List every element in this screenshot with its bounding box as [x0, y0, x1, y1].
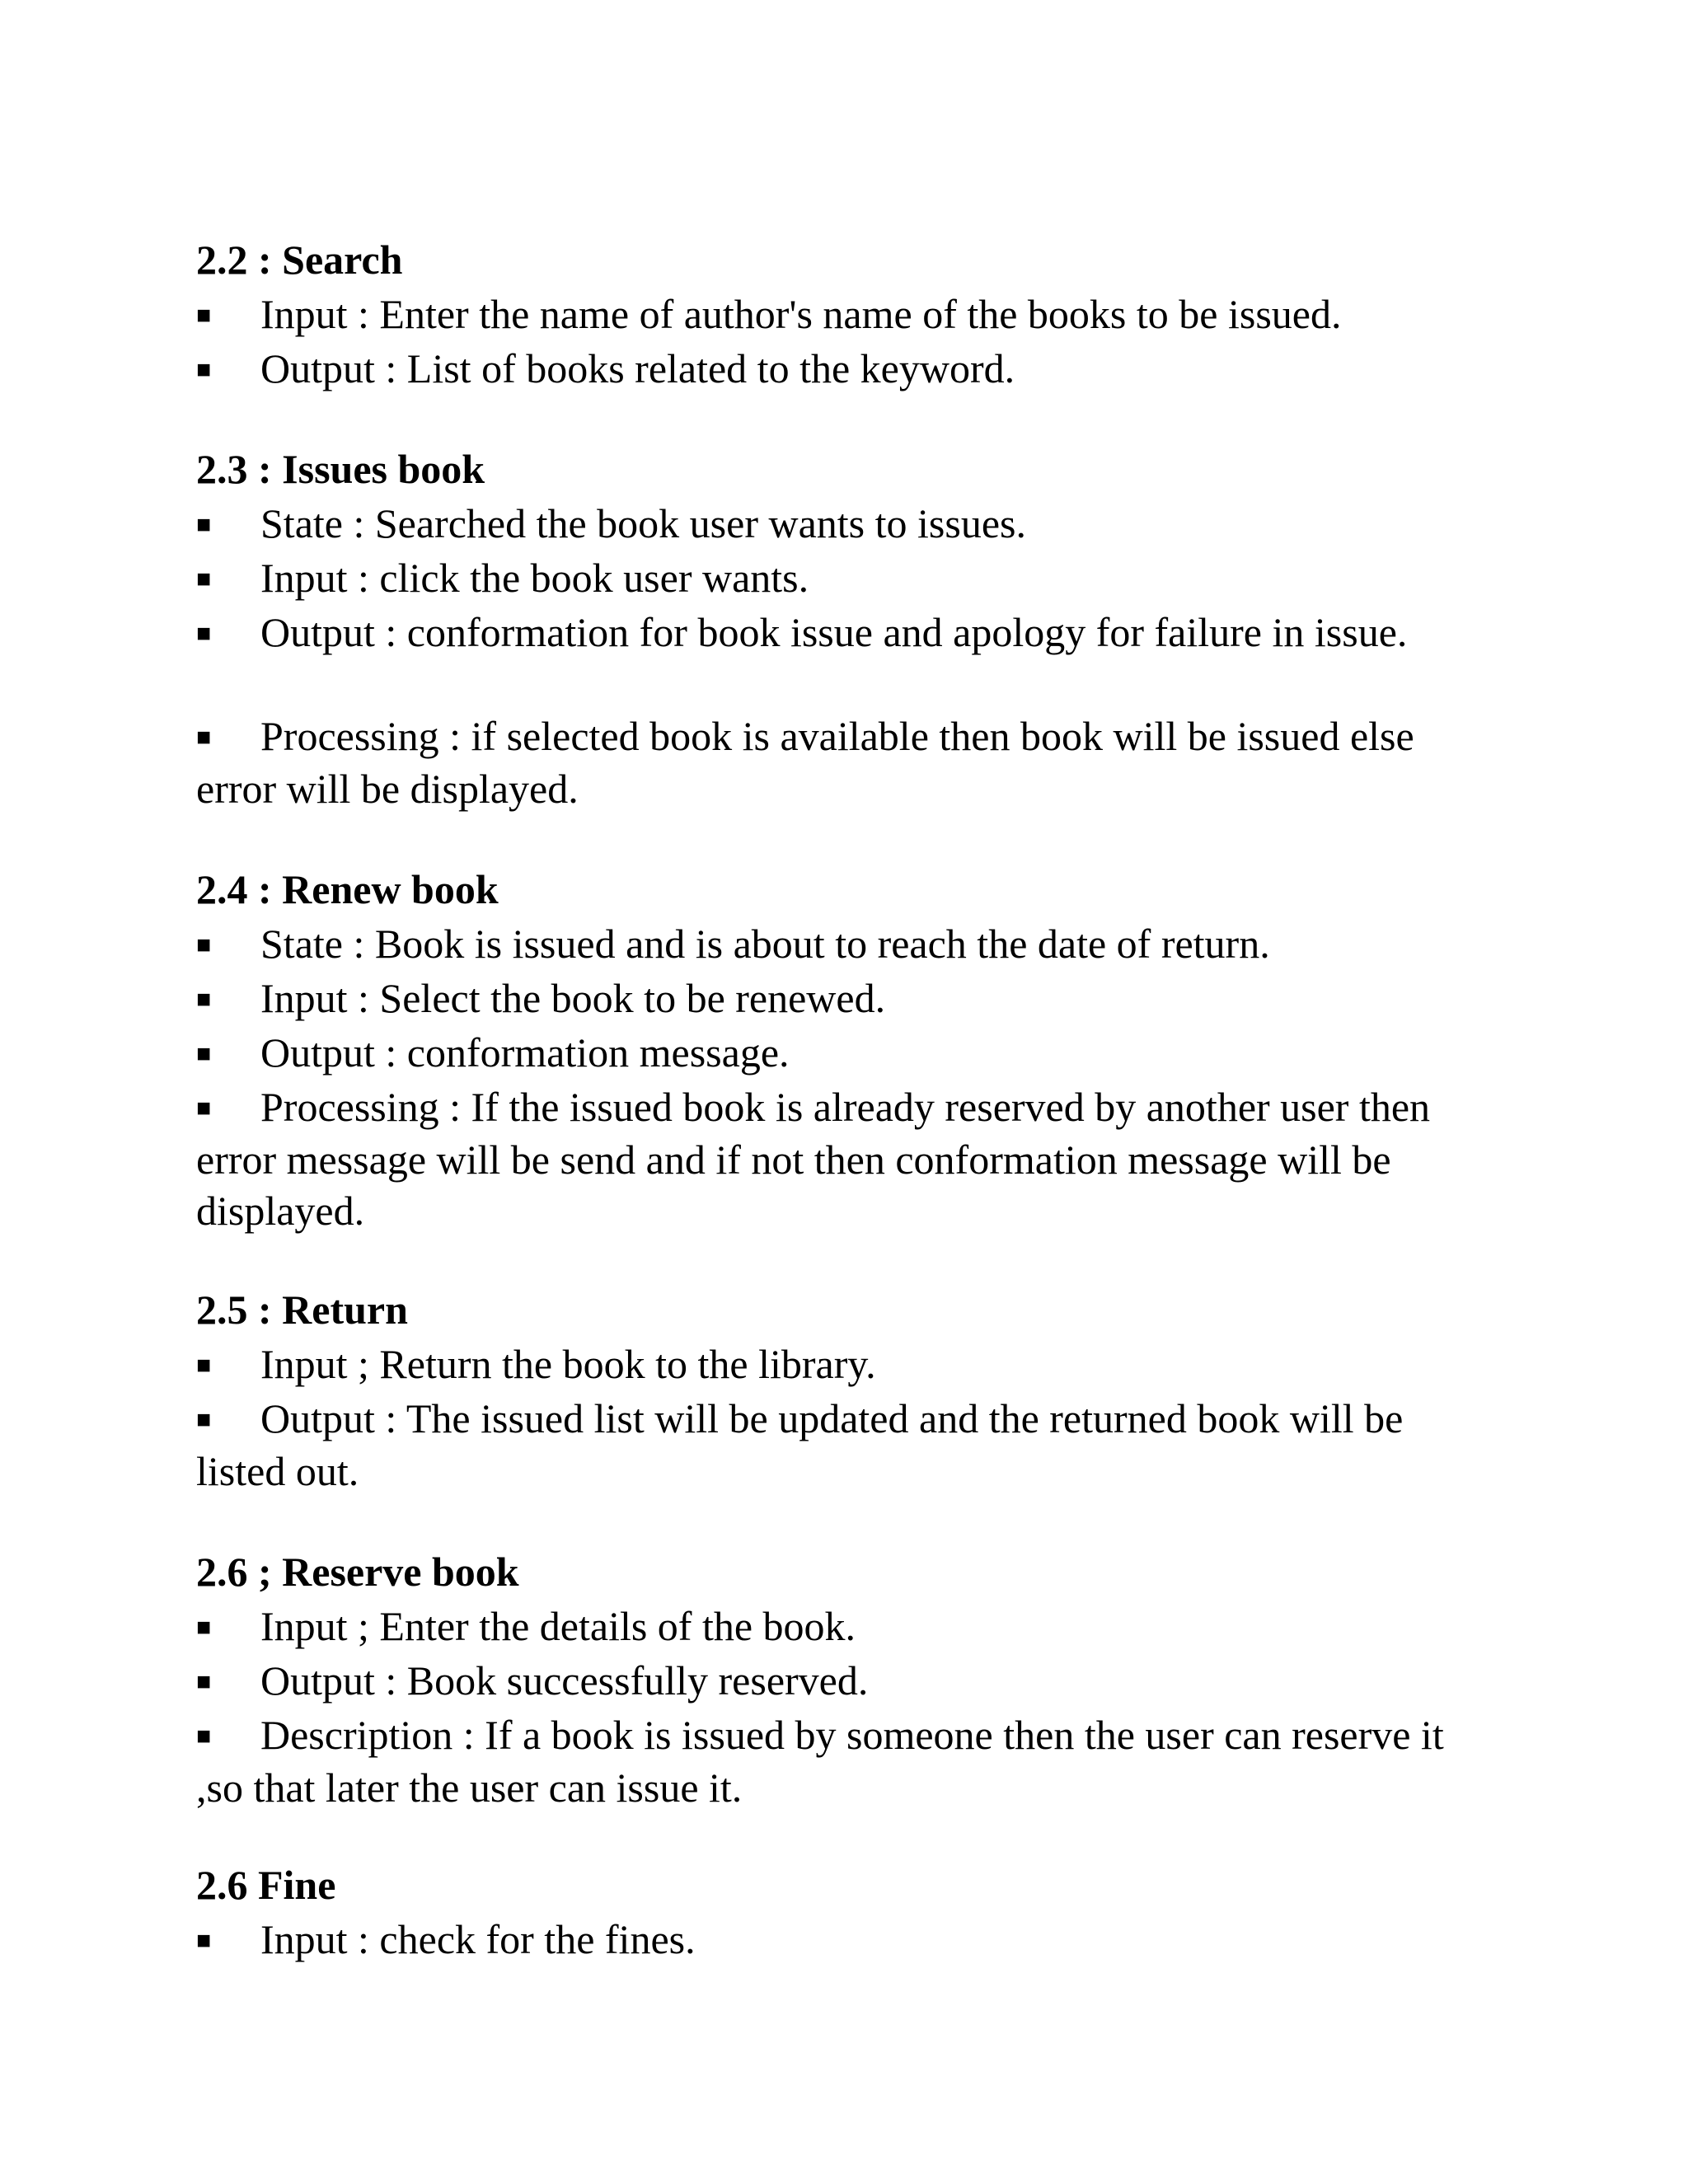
list-item-text: Processing : If the issued book is already reserved by another user then error message will be send and if not then conformation message will be displayed. — [196, 1084, 1431, 1234]
bullet-icon: ■ — [196, 986, 212, 1013]
list-item-text: Output : conformation message. — [260, 1029, 790, 1076]
section-heading-fine: 2.6 Fine — [196, 1862, 336, 1908]
bullet-icon: ■ — [196, 724, 212, 751]
bullet-icon: ■ — [196, 1722, 212, 1750]
list-item — [196, 1081, 1482, 1236]
bullet-icon: ■ — [196, 931, 212, 958]
list-item — [196, 1655, 1482, 1708]
list-item-text: Output : conformation for book issue and apology for failure in issue. — [260, 609, 1408, 655]
list-item — [196, 1027, 1482, 1080]
list-item — [196, 1601, 1482, 1653]
section-heading-renew-book: 2.4 : Renew book — [196, 866, 499, 912]
list-item — [196, 343, 1482, 396]
list-item-text: Description : If a book is issued by someone then the user can reserve it ,so that later the user can issue it. — [196, 1712, 1444, 1811]
list-item-text: Input ; Enter the details of the book. — [260, 1603, 856, 1649]
bullet-icon: ■ — [196, 1614, 212, 1641]
bullet-icon: ■ — [196, 1668, 212, 1695]
list-item-text: Output : The issued list will be updated and the returned book will be listed out. — [196, 1395, 1404, 1494]
list-item — [196, 918, 1482, 971]
bullet-icon: ■ — [196, 620, 212, 647]
list-item-text: Input ; Return the book to the library. — [260, 1341, 876, 1387]
list-item — [196, 972, 1482, 1025]
list-item — [196, 1338, 1482, 1391]
bullet-icon: ■ — [196, 1406, 212, 1433]
list-item — [196, 1914, 1482, 1966]
list-item-text: Input : Enter the name of author's name of the books to be issued. — [260, 291, 1342, 337]
list-item — [196, 288, 1482, 341]
section-heading-issues-book: 2.3 : Issues book — [196, 446, 485, 492]
list-item — [196, 1709, 1482, 1813]
list-item — [196, 607, 1482, 659]
bullet-icon: ■ — [196, 1927, 212, 1954]
list-item — [196, 710, 1482, 814]
list-item-text: Processing : if selected book is available then book will be issued else error will be displayed. — [196, 713, 1414, 812]
list-item-text: Input : check for the fines. — [260, 1916, 696, 1962]
list-item-text: State : Searched the book user wants to issues. — [260, 500, 1026, 546]
bullet-icon: ■ — [196, 356, 212, 383]
list-item — [196, 552, 1482, 605]
list-item-text: Output : Book successfully reserved. — [260, 1657, 869, 1704]
list-item — [196, 498, 1482, 551]
bullet-icon: ■ — [196, 1094, 212, 1122]
list-item-text: Output : List of books related to the keyword. — [260, 345, 1015, 391]
list-item-text: State : Book is issued and is about to reach the date of return. — [260, 921, 1270, 967]
list-item-text: Input : click the book user wants. — [260, 555, 809, 601]
bullet-icon: ■ — [196, 1040, 212, 1067]
bullet-icon: ■ — [196, 511, 212, 538]
section-heading-return: 2.5 : Return — [196, 1286, 408, 1333]
section-heading-search: 2.2 : Search — [196, 237, 403, 283]
list-item-text: Input : Select the book to be renewed. — [260, 975, 886, 1021]
section-heading-reserve-book: 2.6 ; Reserve book — [196, 1549, 519, 1595]
list-item — [196, 1393, 1482, 1497]
bullet-icon: ■ — [196, 1352, 212, 1379]
bullet-icon: ■ — [196, 565, 212, 593]
bullet-icon: ■ — [196, 302, 212, 329]
